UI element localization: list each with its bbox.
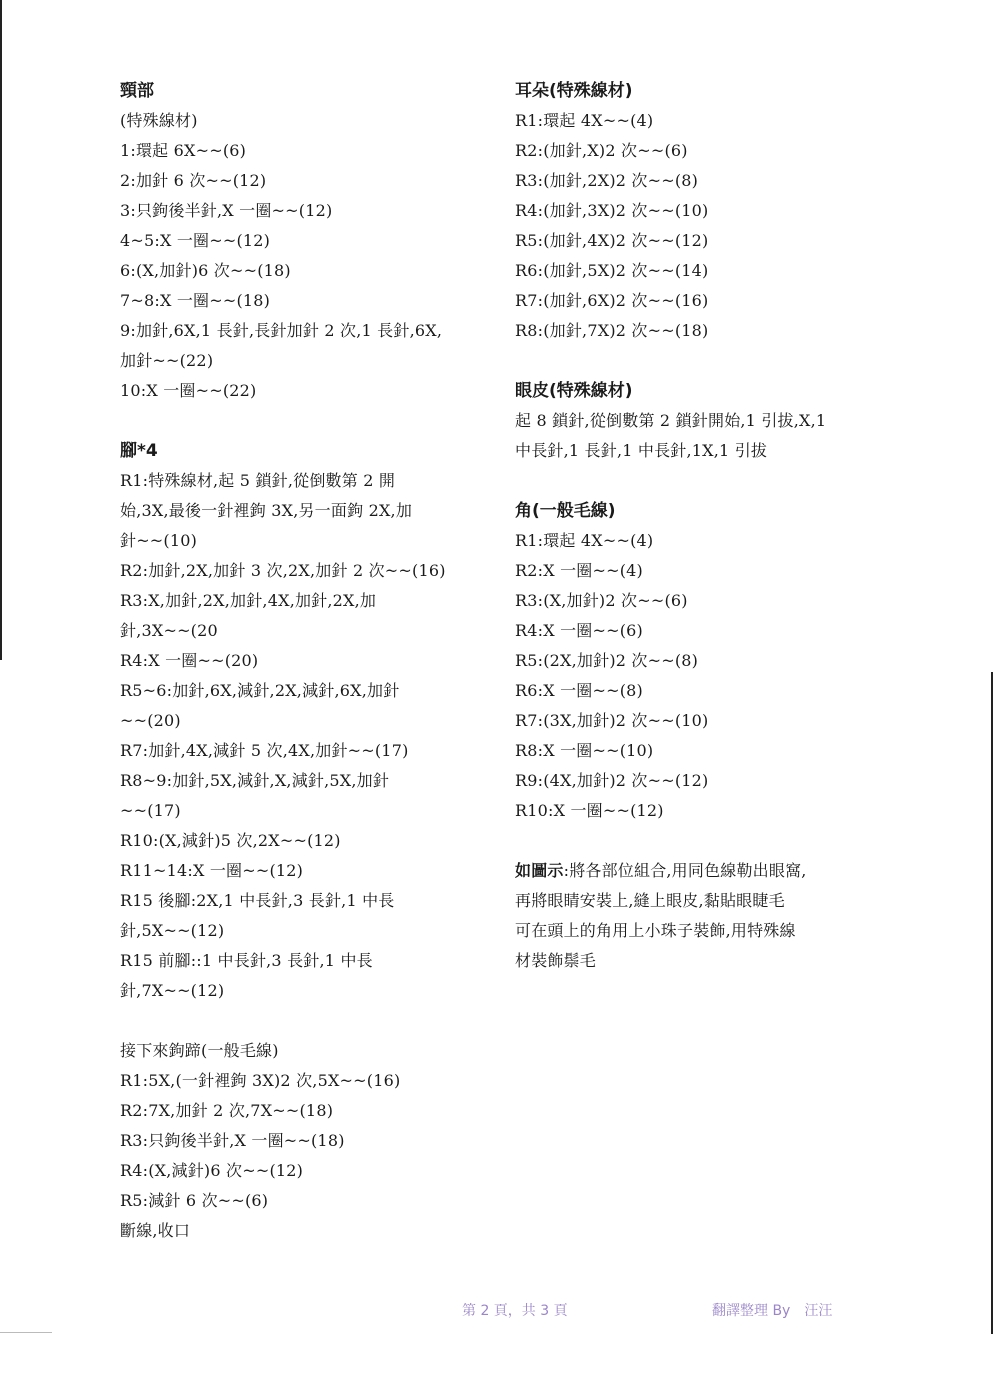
legs-section: [120, 436, 495, 1006]
horns-line: R9:(4X,加針)2 次~~(12): [515, 771, 709, 790]
ears-line: R5:(加針,4X)2 次~~(12): [515, 231, 709, 250]
horns-line: R6:X 一圈~~(8): [515, 681, 643, 700]
hooves-line: R4:(X,減針)6 次~~(12): [120, 1161, 304, 1180]
assembly-line: 材裝飾鬃毛: [515, 951, 597, 970]
eyelids-line: 中長針,1 長針,1 中長針,1X,1 引拔: [515, 441, 768, 460]
horns-line: R3:(X,加針)2 次~~(6): [515, 591, 688, 610]
eyelids-section: [515, 376, 895, 466]
right-column: [515, 76, 895, 1006]
hooves-line: R1:5X,(一針裡鉤 3X)2 次,5X~~(16): [120, 1071, 401, 1090]
horns-line: R2:X 一圈~~(4): [515, 561, 643, 580]
eyelids-lines: [515, 406, 895, 466]
neck-heading: 頸部: [120, 81, 154, 101]
horns-line: R7:(3X,加針)2 次~~(10): [515, 711, 709, 730]
legs-line: 始,3X,最後一針裡鉤 3X,另一面鉤 2X,加: [120, 501, 413, 520]
neck-line: 7~8:X 一圈~~(18): [120, 291, 271, 310]
neck-line: 9:加針,6X,1 長針,長針加針 2 次,1 長針,6X,: [120, 321, 443, 340]
neck-line: 6:(X,加針)6 次~~(18): [120, 261, 291, 280]
legs-line: 針,3X~~(20: [120, 621, 218, 640]
legs-line: R8~9:加針,5X,減針,X,減針,5X,加針: [120, 771, 390, 790]
scan-edge-left: [0, 0, 2, 660]
eyelids-line: 起 8 鎖針,從倒數第 2 鎖針開始,1 引拔,X,1: [515, 411, 827, 430]
horns-line: R10:X 一圈~~(12): [515, 801, 664, 820]
left-column: [120, 76, 495, 1276]
hooves-section: [120, 1036, 495, 1246]
hooves-line: R2:7X,加針 2 次,7X~~(18): [120, 1101, 334, 1120]
horns-lines: [515, 526, 895, 826]
neck-lines: [120, 106, 495, 406]
hooves-line: R3:只鉤後半針,X 一圈~~(18): [120, 1131, 345, 1150]
legs-line: ~~(20): [120, 711, 181, 730]
horns-heading: 角(一般毛線): [515, 501, 616, 521]
legs-line: 針,5X~~(12): [120, 921, 225, 940]
legs-line: R1:特殊線材,起 5 鎖針,從倒數第 2 開: [120, 471, 396, 490]
ears-line: R8:(加針,7X)2 次~~(18): [515, 321, 709, 340]
assembly-lead: 如圖示: [515, 861, 564, 880]
legs-line: R4:X 一圈~~(20): [120, 651, 259, 670]
neck-section: [120, 76, 495, 406]
legs-line: R3:X,加針,2X,加針,4X,加針,2X,加: [120, 591, 377, 610]
hooves-lines: [120, 1066, 495, 1246]
ears-line: R1:環起 4X~~(4): [515, 111, 654, 130]
legs-line: ~~(17): [120, 801, 181, 820]
scan-edge-bottom: [0, 1332, 52, 1333]
ears-line: R4:(加針,3X)2 次~~(10): [515, 201, 709, 220]
eyelids-heading: 眼皮(特殊線材): [515, 381, 633, 401]
neck-line: 1:環起 6X~~(6): [120, 141, 247, 160]
legs-line: R11~14:X 一圈~~(12): [120, 861, 304, 880]
hooves-heading: 接下來鉤蹄(一般毛線): [120, 1041, 279, 1060]
legs-line: 針,7X~~(12): [120, 981, 225, 1000]
assembly-line: 可在頭上的角用上小珠子裝飾,用特殊線: [515, 921, 796, 940]
horns-line: R8:X 一圈~~(10): [515, 741, 654, 760]
legs-line: R5~6:加針,6X,減針,2X,減針,6X,加針: [120, 681, 400, 700]
legs-line: R15 前腳::1 中長針,3 長針,1 中長: [120, 951, 373, 970]
legs-line: 針~~(10): [120, 531, 198, 550]
legs-lines: [120, 466, 495, 1006]
neck-line: 3:只鉤後半針,X 一圈~~(12): [120, 201, 333, 220]
ears-lines: [515, 106, 895, 346]
hooves-line: 斷線,收口: [120, 1221, 191, 1240]
hooves-line: R5:減針 6 次~~(6): [120, 1191, 269, 1210]
assembly-line: 再將眼睛安裝上,縫上眼皮,黏貼眼睫毛: [515, 891, 785, 910]
ears-line: R7:(加針,6X)2 次~~(16): [515, 291, 709, 310]
horns-line: R1:環起 4X~~(4): [515, 531, 654, 550]
ears-heading: 耳朵(特殊線材): [515, 81, 633, 101]
assembly-first-line-text: :將各部位組合,用同色線勒出眼窩,: [563, 861, 807, 880]
horns-line: R5:(2X,加針)2 次~~(8): [515, 651, 699, 670]
ears-section: [515, 76, 895, 346]
assembly-section: [515, 856, 895, 976]
scan-edge-right: [991, 672, 993, 1334]
ears-line: R2:(加針,X)2 次~~(6): [515, 141, 688, 160]
neck-line: 2:加針 6 次~~(12): [120, 171, 267, 190]
assembly-first-line: [515, 856, 895, 886]
page-number: 第 2 頁，共 3 頁: [462, 1303, 568, 1319]
translator-credit: 翻譯整理 By 汪汪: [712, 1303, 833, 1319]
legs-heading: 腳*4: [120, 441, 158, 461]
neck-line: 加針~~(22): [120, 351, 214, 370]
legs-line: R15 後腳:2X,1 中長針,3 長針,1 中長: [120, 891, 395, 910]
ears-line: R3:(加針,2X)2 次~~(8): [515, 171, 699, 190]
neck-line: 10:X 一圈~~(22): [120, 381, 257, 400]
horns-section: [515, 496, 895, 826]
ears-line: R6:(加針,5X)2 次~~(14): [515, 261, 709, 280]
legs-line: R2:加針,2X,加針 3 次,2X,加針 2 次~~(16): [120, 561, 446, 580]
neck-line: (特殊線材): [120, 111, 198, 130]
legs-line: R7:加針,4X,減針 5 次,4X,加針~~(17): [120, 741, 409, 760]
neck-line: 4~5:X 一圈~~(12): [120, 231, 271, 250]
horns-line: R4:X 一圈~~(6): [515, 621, 643, 640]
legs-line: R10:(X,減針)5 次,2X~~(12): [120, 831, 341, 850]
